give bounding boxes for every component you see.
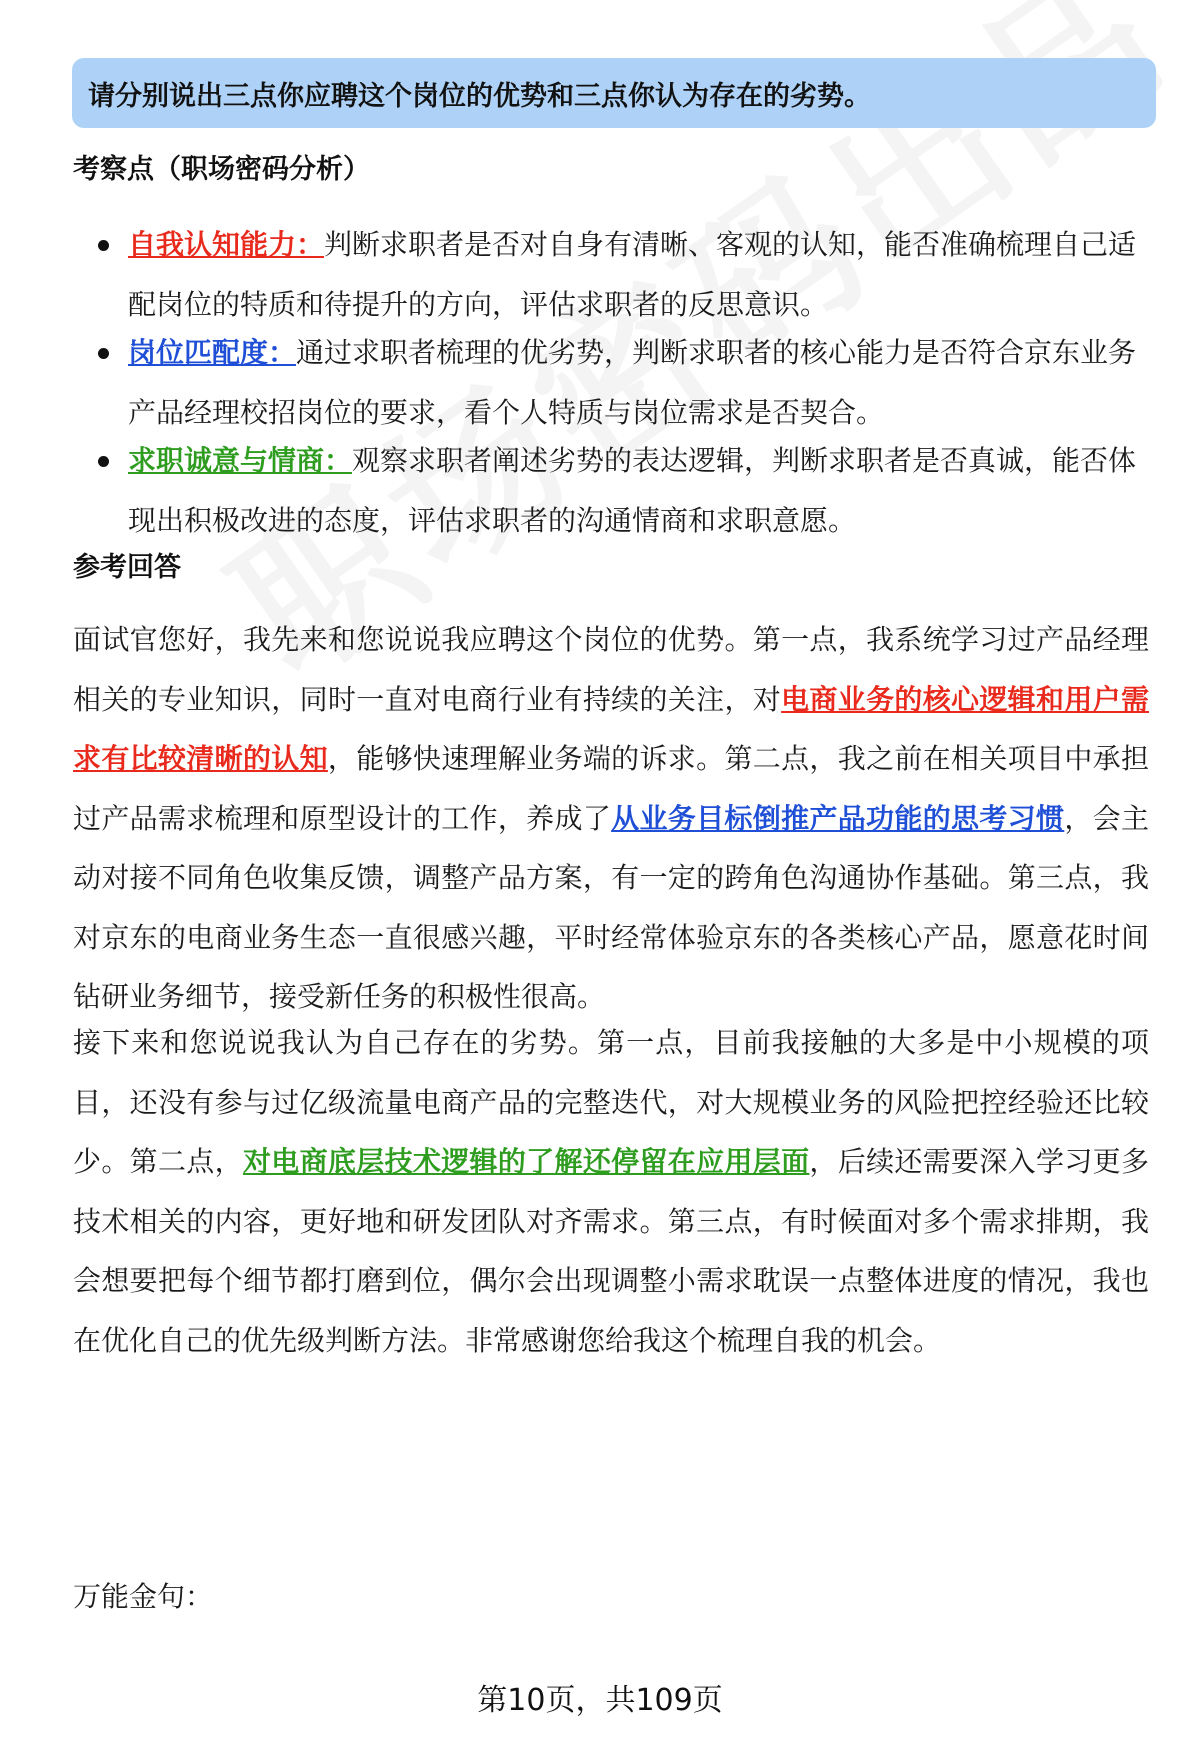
text-run: ，后续还需要深入学习更多技术相关的内容，更好地和研发团队对齐需求。第三点，有时候面对多个需求排期，我会想要把每个细节都打磨到位，偶尔会出现调整小需求耽误一点整体进度的情况，我也在优化自己的优先级判断方法。非常感谢您给我这个梳理自我的机会。	[73, 1145, 1149, 1357]
page-number: 第10页，共109页	[477, 1683, 723, 1718]
term-description: 观察求职者阐述劣势的表达逻辑，判断求职者是否真诚，能否体现出积极改进的态度，评估求职者的沟通情商和求职意愿。	[128, 444, 1137, 537]
term-description: 通过求职者梳理的优劣势，判断求职者的核心能力是否符合京东业务产品经理校招岗位的要求，看个人特质与岗位需求是否契合。	[128, 336, 1137, 429]
term-self-awareness: 自我认知能力：	[128, 228, 325, 261]
text-run: ，会主动对接不同角色收集反馈，调整产品方案，有一定的跨角色沟通协作基础。第三点，我对京东的电商业务生态一直很感兴趣，平时经常体验京东的各类核心产品，愿意花时间钻研业务细节，接受新任务的积极性很高。	[73, 801, 1149, 1013]
text-run: 接下来和您说说我认为自己存在的劣势。第一点，目前我接触的大多是中小规模的项目，还没有参与过亿级流量电商产品的完整迭代，对大规模业务的风险把控经验还比较少。第二点，	[73, 1026, 1149, 1178]
closing-label: 万能金句：	[73, 1580, 214, 1613]
highlight-blue: 从业务目标倒推产品功能的思考习惯	[611, 801, 1065, 835]
text-run: 面试官您好，我先来和您说说我应聘这个岗位的优势。第一点，我系统学习过产品经理相关的专业知识，同时一直对电商行业有持续的关注，对	[73, 623, 1149, 716]
highlight-red: 电商业务的核心逻辑和用户需求有比较清晰的认知	[73, 682, 1149, 775]
term-job-fit: 岗位匹配度：	[128, 336, 297, 369]
bullet-dot	[98, 240, 109, 251]
bullet-dot	[98, 348, 109, 359]
answer-paragraph-weaknesses	[73, 1013, 1149, 1370]
bullet-dot	[98, 456, 109, 467]
section-title-analysis: 考察点（职场密码分析）	[73, 154, 370, 185]
answer-paragraph-strengths	[73, 610, 1149, 1027]
text-run: ，能够快速理解业务端的诉求。第二点，我之前在相关项目中承担过产品需求梳理和原型设计的工作，养成了	[73, 742, 1149, 835]
term-sincerity-eq: 求职诚意与情商：	[128, 444, 353, 477]
list-item	[90, 215, 1160, 335]
question-banner	[72, 58, 1156, 128]
list-item	[90, 323, 1160, 443]
highlight-green: 对电商底层技术逻辑的了解还停留在应用层面	[242, 1145, 810, 1178]
question-text: 请分别说出三点你应聘这个岗位的优势和三点你认为存在的劣势。	[88, 80, 871, 112]
term-description: 判断求职者是否对自身有清晰、客观的认知，能否准确梳理自己适配岗位的特质和待提升的方向，评估求职者的反思意识。	[128, 228, 1137, 321]
analysis-list	[90, 215, 1160, 551]
section-title-reference: 参考回答	[73, 552, 181, 583]
list-item	[90, 431, 1160, 551]
